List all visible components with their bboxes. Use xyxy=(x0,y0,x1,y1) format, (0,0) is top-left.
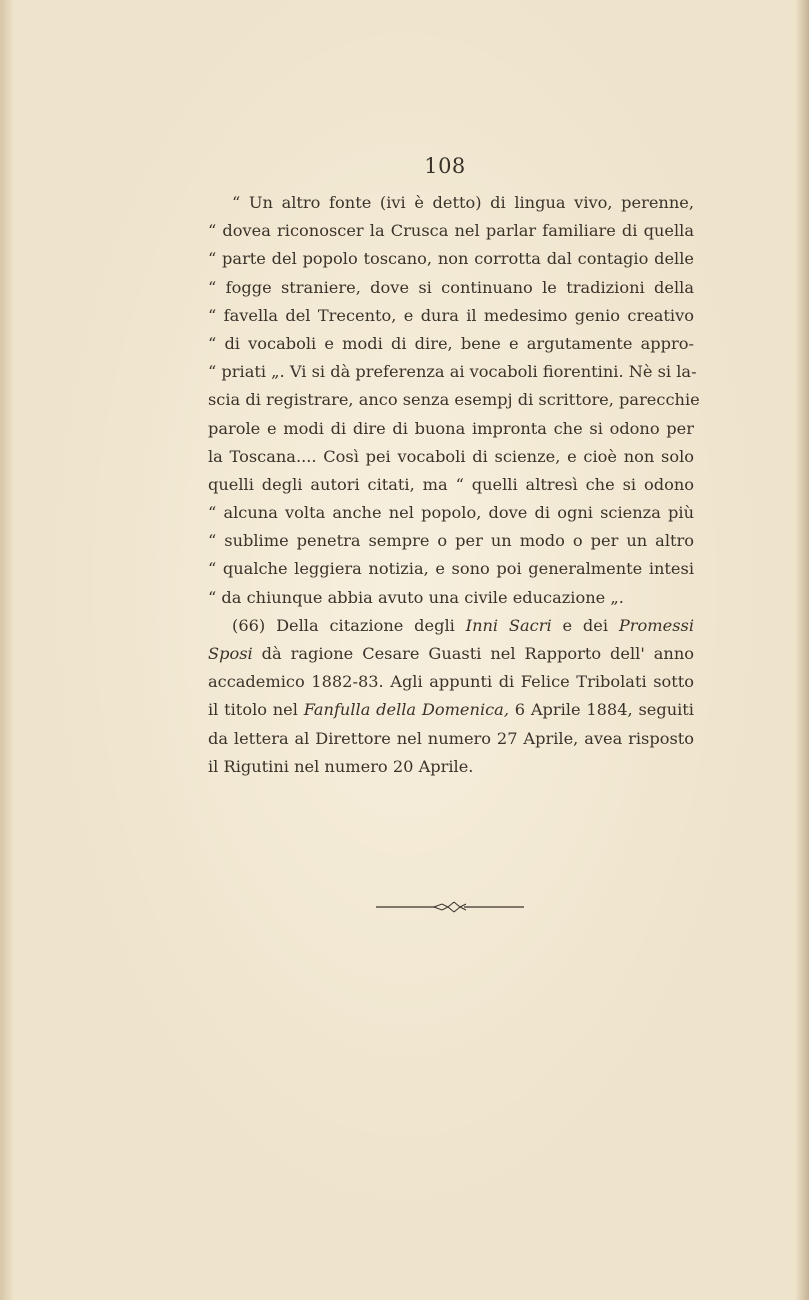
text-segment: “ Un altro fonte (ivi è detto) di lingua vivo, perenne, xyxy=(232,193,694,212)
text-line xyxy=(208,696,694,724)
text-line xyxy=(208,499,694,527)
divider-flourish xyxy=(434,902,466,912)
text-line xyxy=(208,443,694,471)
text-line xyxy=(208,358,697,386)
text-line xyxy=(208,386,700,414)
text-segment: (66) Della citazione degli xyxy=(232,615,466,635)
text-segment: “ fogge straniere, dove si continuano le tradizioni della xyxy=(208,277,694,297)
text-line xyxy=(208,555,694,583)
text-line xyxy=(208,302,694,330)
text-segment: “ di vocaboli e modi di dire, bene e argutamente appro- xyxy=(208,333,694,353)
text-segment: “ alcuna volta anche nel popolo, dove di ogni scienza più xyxy=(208,503,694,523)
text-segment: da lettera al Direttore nel numero 27 Aprile, avea risposto xyxy=(208,728,694,748)
text-segment: 6 Aprile 1884, seguiti xyxy=(508,700,694,720)
text-line xyxy=(208,527,694,555)
text-segment: “ parte del popolo toscano, non corrotta dal contagio delle xyxy=(208,249,694,269)
text-line xyxy=(208,274,694,302)
text-line xyxy=(208,217,694,245)
text-line xyxy=(208,584,694,612)
text-line xyxy=(208,640,694,668)
text-segment: il titolo nel xyxy=(208,700,304,720)
text-segment: accademico 1882-83. Agli appunti di Felice Tribolati sotto xyxy=(208,672,694,692)
italic-title: Fanfulla della Domenica, xyxy=(303,700,509,720)
text-line xyxy=(208,753,694,781)
text-segment: “ da chiunque abbia avuto una civile educazione „. xyxy=(208,587,624,607)
text-line xyxy=(208,415,694,443)
body-text xyxy=(208,189,700,781)
text-segment: la Toscana.... Così pei vocaboli di scienze, e cioè non solo xyxy=(208,446,694,466)
italic-title: Promessi xyxy=(618,615,695,635)
text-segment: parole e modi di dire di buona impronta che si odono per xyxy=(208,418,694,438)
text-line xyxy=(208,330,694,358)
text-segment: dà ragione Cesare Guasti nel Rapporto dell' anno xyxy=(252,644,694,663)
text-line xyxy=(208,668,694,696)
text-segment: “ favella del Trecento, e dura il medesimo genio creativo xyxy=(208,305,694,325)
text-line xyxy=(208,245,694,273)
page-number: 108 xyxy=(424,154,466,178)
ornamental-divider xyxy=(376,897,524,917)
italic-title: Inni Sacri xyxy=(465,615,552,635)
text-line xyxy=(208,725,694,753)
text-segment: “ qualche leggiera notizia, e sono poi generalmente intesi xyxy=(208,559,694,579)
text-line xyxy=(208,471,694,499)
italic-title: Sposi xyxy=(208,644,253,663)
text-segment: “ priati „. Vi si dà preferenza ai vocaboli fiorentini. Nè si la- xyxy=(208,362,697,382)
text-segment: il Rigutini nel numero 20 Aprile. xyxy=(208,756,474,776)
text-line xyxy=(208,189,694,217)
text-segment: “ dovea riconoscer la Crusca nel parlar familiare di quella xyxy=(208,221,694,241)
text-line xyxy=(208,612,694,640)
text-segment: quelli degli autori citati, ma “ quelli altresì che si odono xyxy=(208,474,694,494)
text-segment: scia di registrare, anco senza esempj di scrittore, parecchie xyxy=(208,390,700,410)
text-segment: “ sublime penetra sempre o per un modo o per un altro xyxy=(208,531,694,551)
text-segment: e dei xyxy=(551,615,619,635)
